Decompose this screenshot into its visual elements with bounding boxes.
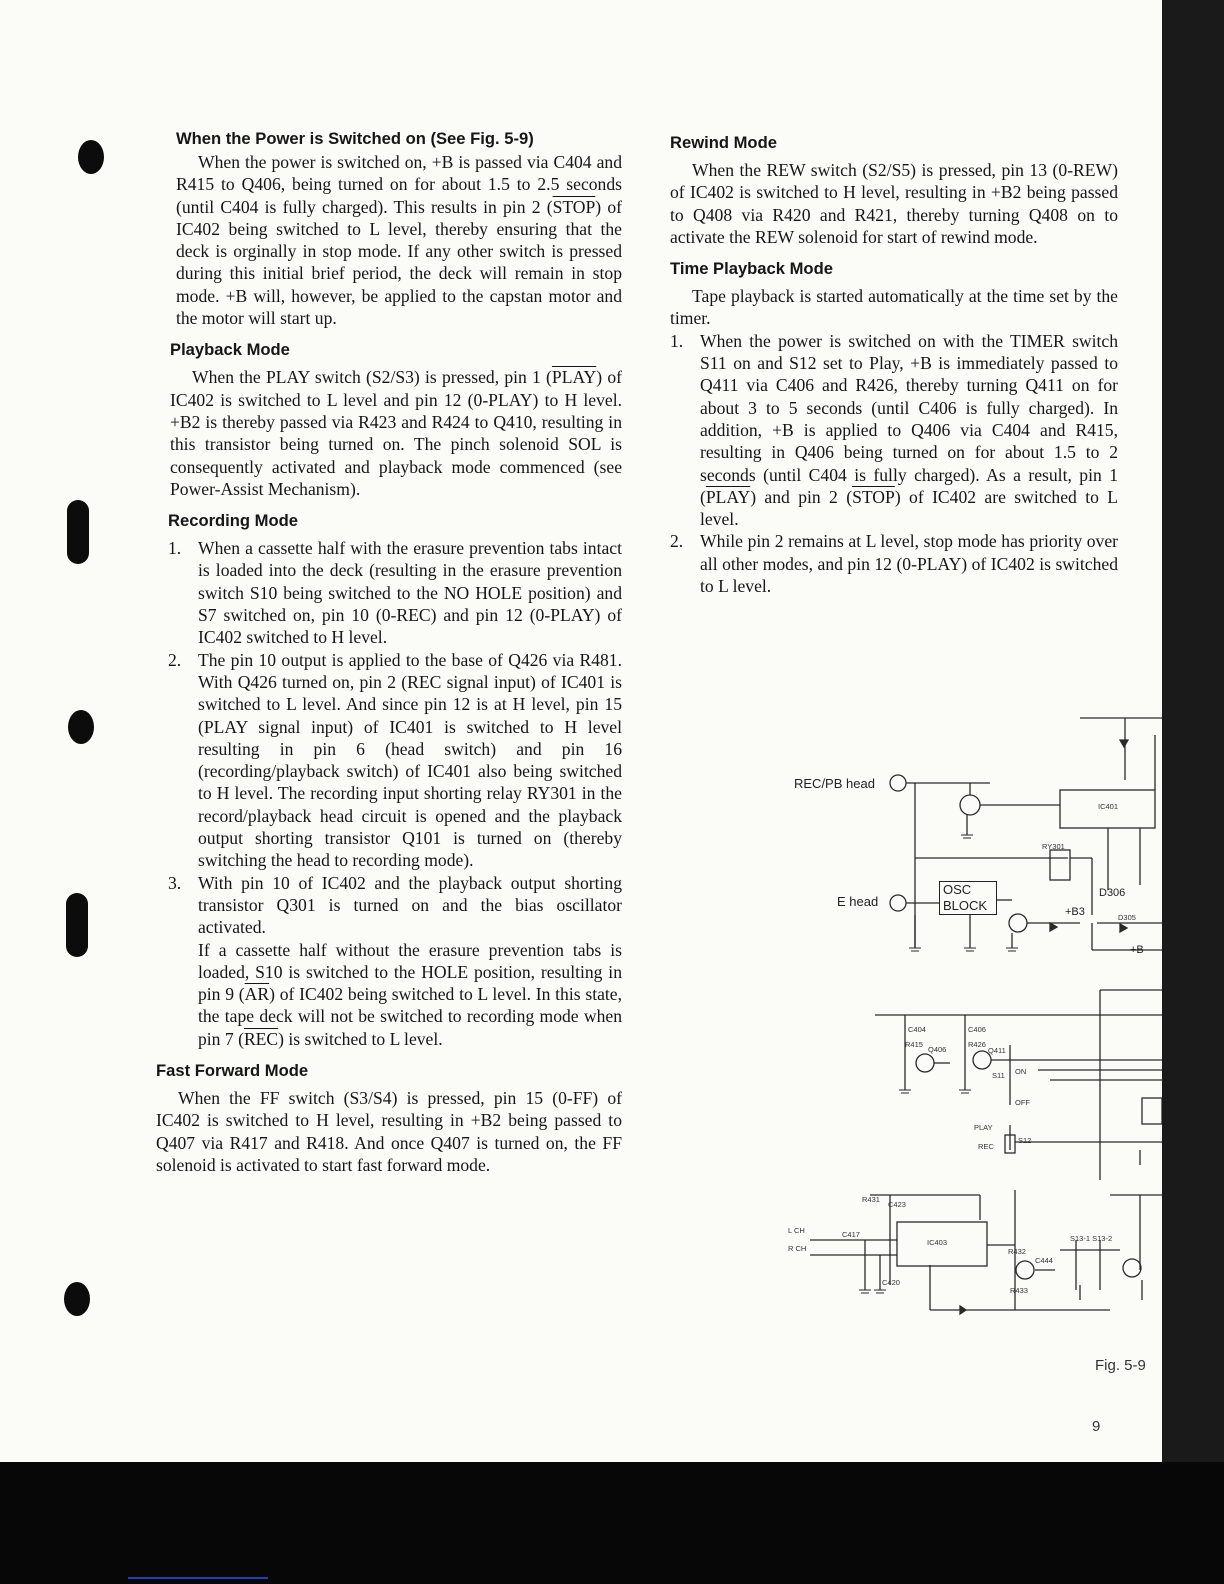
paragraph: When the REW switch (S2/S5) is pressed, pin 13 (0-REW) of IC402 is switched to H level, resulting in +B2 being passed to Q408 via R420 and R421, thereby turning Q408 on to activate the REW solenoid for start of rewind mode. xyxy=(670,160,1118,247)
c420-label: C420 xyxy=(882,1278,900,1287)
s13-label: S13-1 S13-2 xyxy=(1070,1234,1113,1243)
figure-caption: Fig. 5-9 xyxy=(1095,1357,1146,1374)
rewind-section xyxy=(670,132,1118,248)
play-label: PLAY xyxy=(974,1123,993,1132)
r426-label: R426 xyxy=(968,1040,986,1049)
right-column xyxy=(670,132,1118,607)
on-label: ON xyxy=(1015,1067,1027,1076)
list-item: 2. While pin 2 remains at L level, stop mode has priority over all other modes, and pin 12 (0-PLAY) of IC402 is switched to L level. xyxy=(670,531,1118,597)
list-item: 2. The pin 10 output is applied to the base of Q426 via R481. With Q426 turned on, pin 2 (REC signal input) of IC401 is switched to L level. And since pin 12 is at H level, pin 15 (PLAY signal input) of IC401 is switched to H level resulting in pin 6 (head switch) and pin 16 (recording/playback switch) of IC401 also being switched to H level. The recording input shorting relay RY301 in the record/playback head circuit is opened and the playback output shorting transistor Q101 is turned on (thereby switching the head to recording mode). xyxy=(168,649,622,871)
lch-label: L CH xyxy=(788,1226,805,1235)
r431-label: R431 xyxy=(862,1195,880,1204)
e-head-label: E head xyxy=(837,894,879,909)
paragraph: When the PLAY switch (S2/S3) is pressed, pin 1 (PLAY) of IC402 is switched to L level and pin 12 (0-PLAY) to H level. +B2 is thereby passed via R423 and R424 to Q410, resulting in this transistor being turned on. The pinch solenoid SOL is consequently activated and playback mode commenced (see Power-Assist Mechanism). xyxy=(170,367,622,499)
page-number: 9 xyxy=(1092,1418,1101,1435)
punch-hole xyxy=(67,500,89,564)
power-on-section xyxy=(156,128,622,329)
section-heading: Fast Forward Mode xyxy=(156,1060,309,1080)
paragraph: If a cassette half without the erasure prevention tabs is loaded, S10 is switched to the HOLE position, resulting in pin 9 $(\overline{AR})$ of IC402 being switched to L level. In this state, the tape deck will not be switched to recording mode when pin 7 $(\overline{REC})$ is switched to L level. xyxy=(198,939,622,1049)
section-heading: Time Playback Mode xyxy=(670,259,833,279)
q406-label: Q406 xyxy=(928,1045,947,1054)
section-heading: Recording Mode xyxy=(168,511,298,531)
r433-label: R433 xyxy=(1010,1286,1028,1295)
playback-section xyxy=(156,339,622,500)
b3-label: +B3 xyxy=(1065,906,1085,918)
scan-artifact-line xyxy=(128,1577,268,1579)
q411-label: Q411 xyxy=(988,1046,1006,1055)
time-playback-section xyxy=(670,258,1118,597)
rec-pb-head-label: REC/PB head xyxy=(794,776,875,791)
c417-label: C417 xyxy=(842,1230,860,1239)
ic401-label: IC401 xyxy=(1098,802,1119,811)
punch-hole xyxy=(68,710,94,744)
section-heading: Rewind Mode xyxy=(670,133,777,152)
s11-label: S11 xyxy=(992,1071,1005,1080)
list-item: 1. When a cassette half with the erasure prevention tabs intact is loaded into the deck (resulting in the erasure prevention switch S10 being switched to the NO HOLE position) and S7 switched on, pin 10 (0-REC) and pin 12 (0-PLAY) of IC402 switched to H level. xyxy=(168,538,622,648)
paragraph: Tape playback is started automatically at the time set by the timer. xyxy=(670,286,1118,329)
c423-label: C423 xyxy=(888,1200,906,1209)
r415-label: R415 xyxy=(905,1040,923,1049)
list-item: 3. With pin 10 of IC402 and the playback output shorting transistor Q301 is turned on and the bias oscillator activated. xyxy=(168,872,622,938)
punch-hole xyxy=(78,140,104,174)
punch-hole xyxy=(64,1282,90,1316)
section-heading: When the Power is Switched on (See Fig. 5-9) xyxy=(176,129,534,148)
off-label: OFF xyxy=(1015,1098,1030,1107)
scan-border xyxy=(0,1462,1224,1584)
osc-block: OSC BLOCK xyxy=(939,881,997,915)
section-heading: Playback Mode xyxy=(170,340,290,360)
left-column xyxy=(156,128,622,1186)
plus-b-label: +B xyxy=(1130,944,1144,956)
circuit-diagram xyxy=(780,710,1162,1330)
d306-label: D306 xyxy=(1099,887,1126,899)
ry301-label: RY301 xyxy=(1042,842,1065,851)
fast-forward-section xyxy=(156,1060,622,1176)
rec-label: REC xyxy=(978,1142,994,1151)
list-item: 1. When the power is switched on with the TIMER switch S11 on and S12 set to Play, +B is immediately passed to Q411 via C406 and R426, thereby turning Q411 on for about 3 to 5 seconds (until C406 is fully charged). In addition, +B is applied to Q406 via C404 and R415, resulting in Q406 being turned on for about 1.5 to 2 seconds (until C404 is fully charged). As a result, pin 1 (PLAY) and pin 2 (STOP) of IC402 are switched to L level. xyxy=(670,330,1119,530)
punch-hole xyxy=(66,893,88,957)
d305-label: D305 xyxy=(1118,913,1136,922)
recording-section xyxy=(156,510,622,1050)
c404-label: C404 xyxy=(908,1025,926,1034)
r432-label: R432 xyxy=(1008,1247,1026,1256)
paragraph: When the FF switch (S3/S4) is pressed, pin 15 (0-FF) of IC402 is switched to H level, resulting in +B2 being passed to Q407 via R417 and R418. And once Q407 is turned on, the FF solenoid is activated to start fast forward mode. xyxy=(156,1087,622,1175)
rch-label: R CH xyxy=(788,1244,807,1253)
c444-label: C444 xyxy=(1035,1256,1053,1265)
c406-label: C406 xyxy=(968,1025,986,1034)
ic403-label: IC403 xyxy=(927,1238,948,1247)
s12-label: S12 xyxy=(1018,1136,1032,1145)
paragraph: When the power is switched on, +B is passed via C404 and R415 to Q406, being turned on for about 1.5 to 2.5 seconds (until C404 is fully charged). This results in pin 2 (STOP) of IC402 being switched to L level, thereby ensuring that the deck is orginally in stop mode. If any other switch is pressed during this initial brief period, the deck will remain in stop mode. +B will, however, be applied to the capstan motor and the motor will start up. xyxy=(176,152,622,329)
